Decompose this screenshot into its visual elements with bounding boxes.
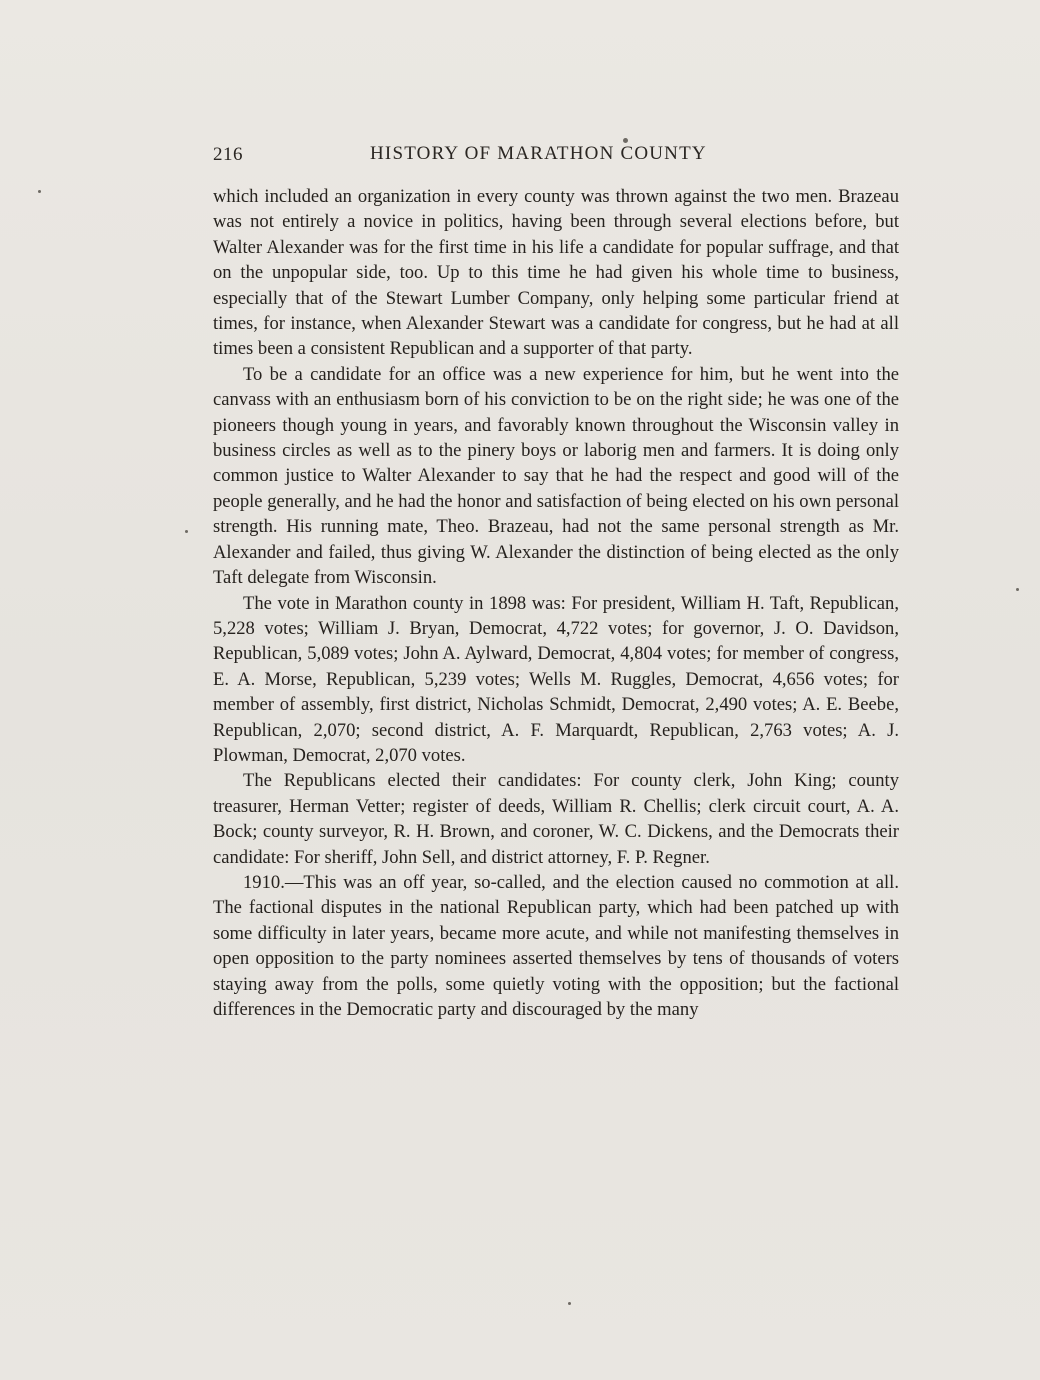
paper-speck (185, 530, 188, 533)
paper-speck (38, 190, 41, 193)
paragraph-vote-results: The vote in Marathon county in 1898 was: For president, William H. Taft, Republican, 5,228 votes; William J. Bryan, Democrat, 4,722 votes; for governor, J. O. Davidson, Republican, 5,089 votes; John A. Aylward, Democrat, 4,804 votes; for member of congress, E. A. Morse, Republican, 5,239 votes; Wells M. Ruggles, Democrat, 4,656 votes; for member of assembly, first district, Nicholas Schmidt, Democrat, 2,490 votes; A. E. Beebe, Republican, 2,070; second district, A. F. Marquardt, Republican, 2,763 votes; A. J. Plowman, Democrat, 2,070 votes. (213, 592, 899, 766)
paper-speck (623, 138, 628, 143)
page-header (213, 140, 899, 170)
body-text (213, 184, 899, 1022)
paper-speck (568, 1302, 571, 1305)
paper-speck (1016, 588, 1019, 591)
paragraph-continuation: which included an organization in every county was thrown against the two men. Brazeau was not entirely a novice in politics, having been through several elections before, but Walter Alexander was for the first time in his life a candidate for popular suffrage, and that on the unpopular side, too. Up to this time he had given his whole time to business, especially that of the Stewart Lumber Company, only helping some particular friend at times, for instance, when Alexander Stewart was a candidate for congress, but he had at all times been a consistent Republican and a supporter of that party. (213, 186, 899, 360)
running-head: HISTORY OF MARATHON COUNTY (370, 143, 707, 164)
page-number: 216 (213, 144, 243, 165)
paragraph-republican-candidates: The Republicans elected their candidates: For county clerk, John King; county treasurer, Herman Vetter; register of deeds, William R. Chellis; clerk circuit court, A. A. Bock; county surveyor, R. H. Brown, and coroner, W. C. Dickens, and the Democrats their candidate: For sheriff, John Sell, and district attorney, F. P. Regner. (213, 770, 899, 868)
paragraph-1910: 1910.—This was an off year, so-called, and the election caused no commotion at all. The factional disputes in the national Republican party, which had been patched up with some difficulty in later years, became more acute, and while not manifesting themselves in open opposition to the party nominees asserted themselves by tens of thousands of voters staying away from the polls, some quietly voting with the opposition; but the factional differences in the Democratic party and discouraged by the many (213, 871, 899, 1020)
paragraph-candidacy: To be a candidate for an office was a new experience for him, but he went into the canvass with an enthusiasm born of his conviction to be on the right side; he was one of the pioneers though young in years, and favorably known throughout the Wisconsin valley in business circles as well as to the pinery boys or laborig men and farmers. It is doing only common justice to Walter Alexander to say that he had the respect and good will of the people generally, and he had the honor and satisfaction of being elected on his own personal strength. His running mate, Theo. Brazeau, had not the same personal strength as Mr. Alexander and failed, thus giving W. Alexander the distinction of being elected as the only Taft delegate from Wisconsin. (213, 363, 899, 589)
